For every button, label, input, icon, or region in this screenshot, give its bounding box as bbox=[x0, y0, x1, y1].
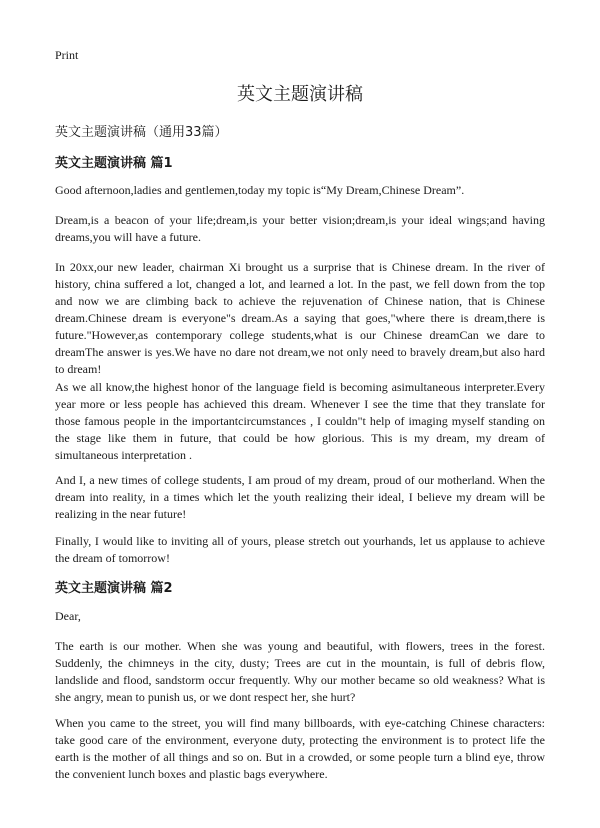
section-heading-1: 英文主题演讲稿 篇1 bbox=[55, 156, 173, 171]
paragraph: In 20xx,our new leader, chairman Xi brought us a surprise that is Chinese dream. In the river of history, china suffered a lot, changed a lot, and learned a lot. In the past, we fell down from the top and now we are climbing back to achieve the rejuvenation of Chinese nation, that is Chinese dream.Chinese dream is everyone"s dream.As a saying that goes,"where there is dream,there is future."However,as contemporary college students,what is our Chinese dreamCan we dare to dreamThe answer is yes.We have no dare not dream,we not only need to bravely dream,but also hard to dream! bbox=[55, 260, 545, 376]
paragraph: Dream,is a beacon of your life;dream,is your better vision;dream,is your ideal wings;and having dreams,you will have a future. bbox=[55, 213, 545, 244]
paragraph: Good afternoon,ladies and gentlemen,today my topic is“My Dream,Chinese Dream”. bbox=[55, 183, 465, 197]
paragraph: As we all know,the highest honor of the language field is becoming asimultaneous interpreter.Every year more or less people has achieved this dream. Whenever I see the time that they translate for those famous people in the importantcircumstances , I couldn"t help of imaging myself standing on the stage like them in future, that could be how glorious. This is my dream, my dream of simultaneous interpretation . bbox=[55, 380, 545, 462]
paragraph: When you came to the street, you will find many billboards, with eye-catching Chinese characters: take good care of the environment, everyone duty, protecting the environment is to protect life the earth is the mother of all things and so on. But in a crowded, or some people turn a blind eye, throw the convenient lunch boxes and plastic bags everywhere. bbox=[55, 716, 545, 781]
section-heading-2: 英文主题演讲稿 篇2 bbox=[55, 581, 173, 596]
paragraph: And I, a new times of college students, I am proud of my dream, proud of our motherland. When the dream into reality, in a times which let the youth realizing their ideal, I believe my dream will be realizing in the near future! bbox=[55, 473, 545, 521]
document-subtitle: 英文主题演讲稿（通用33篇） bbox=[55, 125, 228, 140]
print-label[interactable]: Print bbox=[55, 48, 79, 62]
paragraph: Dear, bbox=[55, 609, 81, 623]
page-title: 英文主题演讲稿 bbox=[237, 84, 363, 105]
paragraph: The earth is our mother. When she was young and beautiful, with flowers, trees in the forest. Suddenly, the chimneys in the city, dusty; Trees are cut in the mountain, is full of debris flow, landslide and flood, sandstorm occur frequently. Why our mother became so old weakness? What is she angry, mean to punish us, or we dont respect her, she hurt? bbox=[55, 639, 545, 704]
paragraph: Finally, I would like to inviting all of yours, please stretch out yourhands, let us applause to achieve the dream of tomorrow! bbox=[55, 534, 545, 565]
